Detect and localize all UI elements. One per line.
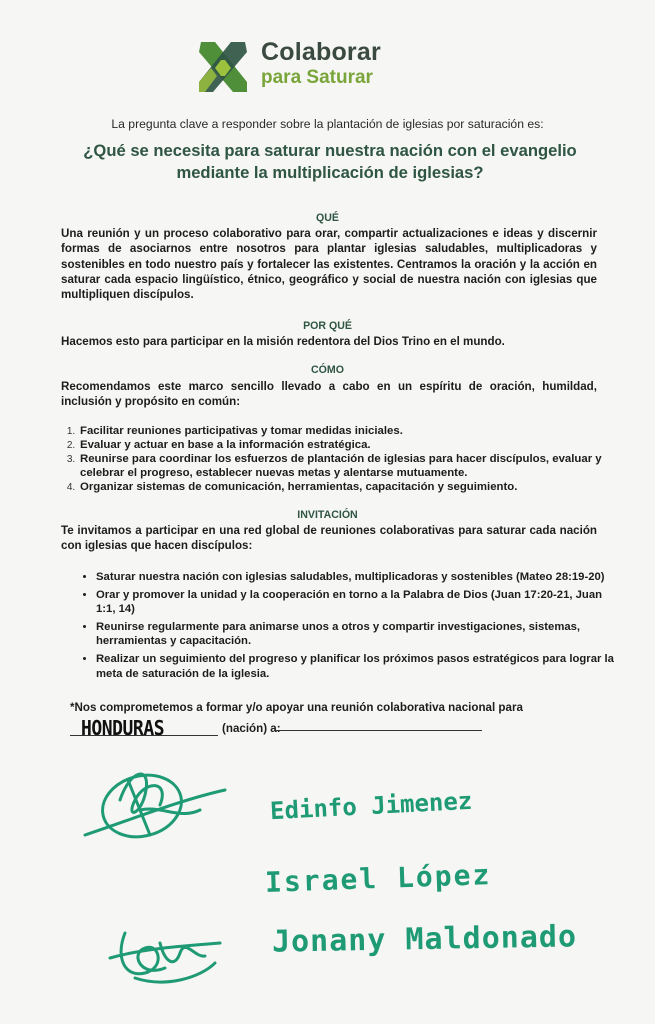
signature-name-1: Edinfo Jimenez <box>269 786 473 826</box>
list-item: • Saturar nuestra nación con iglesias saludables, multiplicadoras y sostenibles (Mateo 28:19-20) <box>96 570 616 585</box>
section-title-como: CÓMO <box>311 364 344 376</box>
signature-name-3: Jonany Maldonado <box>271 919 578 960</box>
signature-name-2: Israel López <box>264 858 492 899</box>
logo <box>195 38 425 94</box>
section-text-porque: Hacemos esto para participar en la misión redentora del Dios Trino en el mundo. <box>61 335 505 348</box>
key-question-intro: La pregunta clave a responder sobre la plantación de iglesias por saturación es: <box>111 117 544 131</box>
commitment-text: *Nos comprometemos a formar y/o apoyar una reunión colaborativa nacional para <box>70 701 523 714</box>
section-title-que: QUÉ <box>316 212 339 224</box>
section-title-invitacion: INVITACIÓN <box>297 509 358 521</box>
country-field <box>70 716 480 738</box>
logo-cross-icon <box>195 38 251 94</box>
invitation-list <box>78 570 616 684</box>
list-item: • Reunirse regularmente para animarse unos a otros y compartir investigaciones, sistemas, herramientas y capacitación. <box>96 620 616 649</box>
list-item: 4. Organizar sistemas de comunicación, herramientas, capacitación y seguimiento. <box>78 480 618 494</box>
signature-scribble-1 <box>80 760 230 850</box>
section-intro-invitacion: Te invitamos a participar en una red global de reuniones colaborativas para saturar cada nación con iglesias que hacen discípulos: <box>61 524 597 553</box>
section-text-que: Una reunión y un proceso colaborativo para orar, compartir actualizaciones e ideas y discernir formas de asociarnos entre nosotros para plantar iglesias saludables, multiplicadoras y sostenibles en todo nuestro país y fortalecer las existentes. Centramos la oración y la acción en saturar cada espacio lingüístico, étnico, geográfico y social de nuestra nación con iglesias que multipliquen discípulos. <box>61 227 597 302</box>
section-intro-como: Recomendamos este marco sencillo llevado a cabo en un espíritu de oración, humildad, inclusión y propósito en común: <box>61 380 597 409</box>
section-title-porque: POR QUÉ <box>303 320 352 332</box>
signature-scribble-2 <box>105 918 225 993</box>
list-item: 3. Reunirse para coordinar los esfuerzos de plantación de iglesias para hacer discípulos, evaluar y celebrar el progreso, establecer nuevas metas y alentarse mutuamente. <box>78 452 618 480</box>
list-item: • Realizar un seguimiento del progreso y planificar los próximos pasos estratégicos para lograr la meta de saturación de la iglesia. <box>96 652 616 681</box>
list-item: 1. Facilitar reuniones participativas y tomar medidas iniciales. <box>78 424 618 438</box>
logo-subtitle: para Saturar <box>261 67 373 88</box>
country-underline <box>70 735 218 736</box>
handwritten-country: HONDURAS <box>81 716 165 740</box>
logo-title: Colaborar <box>261 38 381 66</box>
list-item: 2. Evaluar y actuar en base a la información estratégica. <box>78 438 618 452</box>
steps-list <box>61 424 618 494</box>
key-question: ¿Qué se necesita para saturar nuestra nación con el evangelio mediante la multiplicación de iglesias? <box>83 141 577 182</box>
nation-label: (nación) a: <box>222 722 281 735</box>
date-underline <box>274 730 482 731</box>
list-item: • Orar y promover la unidad y la cooperación en torno a la Palabra de Dios (Juan 17:20-21, Juan 1:1, 14) <box>96 588 616 617</box>
